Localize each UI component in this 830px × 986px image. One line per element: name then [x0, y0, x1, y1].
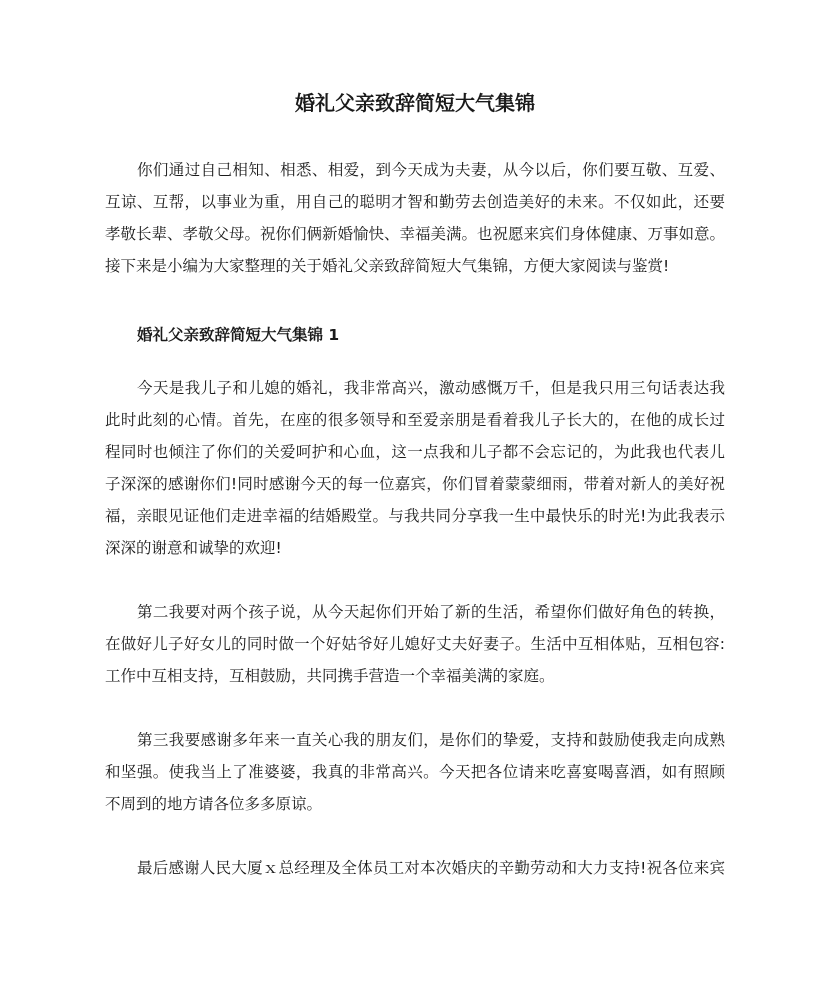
body-paragraph — [105, 596, 725, 692]
intro-paragraph — [105, 154, 725, 282]
paragraph-line: 深深的谢意和诚挚的欢迎! — [105, 539, 282, 557]
paragraph-line: 不周到的地方请各位多多原谅。 — [105, 795, 323, 813]
paragraph-line: 此时此刻的心情。首先，在座的很多领导和至爱亲朋是看着我儿子长大的，在他的成长过 — [105, 411, 725, 429]
body-paragraph — [105, 852, 725, 884]
paragraph-line: 第二我要对两个孩子说，从今天起你们开始了新的生活，希望你们做好角色的转换， — [137, 603, 725, 621]
paragraph-line: 在做好儿子好女儿的同时做一个好姑爷好儿媳好丈夫好妻子。生活中互相体贴，互相包容: — [105, 635, 725, 653]
paragraph-line: 工作中互相支持，互相鼓励，共同携手营造一个幸福美满的家庭。 — [105, 667, 555, 685]
paragraph-line: 程同时也倾注了你们的关爱呵护和心血，这一点我和儿子都不会忘记的，为此我也代表儿 — [105, 443, 725, 461]
paragraph-line: 子深深的感谢你们!同时感谢今天的每一位嘉宾，你们冒着蒙蒙细雨，带着对新人的美好祝 — [105, 475, 725, 493]
paragraph-line: 今天是我儿子和儿媳的婚礼，我非常高兴，激动感慨万千，但是我只用三句话表达我 — [137, 379, 725, 397]
paragraph-line: 和坚强。使我当上了准婆婆，我真的非常高兴。今天把各位请来吃喜宴喝喜酒，如有照顾 — [105, 763, 725, 781]
paragraph-line: 最后感谢人民大厦ｘ总经理及全体员工对本次婚庆的辛勤劳动和大力支持!祝各位来宾 — [137, 859, 725, 877]
paragraph-line: 福，亲眼见证他们走进幸福的结婚殿堂。与我共同分享我一生中最快乐的时光!为此我表示 — [105, 507, 725, 525]
document-title: 婚礼父亲致辞简短大气集锦 — [295, 91, 535, 115]
paragraph-line: 接下来是小编为大家整理的关于婚礼父亲致辞简短大气集锦，方便大家阅读与鉴赏! — [105, 257, 670, 275]
paragraph-line: 你们通过自己相知、相悉、相爱，到今天成为夫妻，从今以后，你们要互敬、互爱、 — [137, 161, 725, 179]
body-paragraph — [105, 372, 725, 564]
paragraph-line: 孝敬长辈、孝敬父母。祝你们俩新婚愉快、幸福美满。也祝愿来宾们身体健康、万事如意。 — [105, 225, 725, 243]
body-paragraph — [105, 724, 725, 820]
paragraph-line: 第三我要感谢多年来一直关心我的朋友们，是你们的挚爱，支持和鼓励使我走向成熟 — [137, 731, 725, 749]
section-heading: 婚礼父亲致辞简短大气集锦 1 — [137, 326, 340, 344]
paragraph-line: 互谅、互帮，以事业为重，用自己的聪明才智和勤劳去创造美好的未来。不仅如此，还要 — [105, 193, 725, 211]
